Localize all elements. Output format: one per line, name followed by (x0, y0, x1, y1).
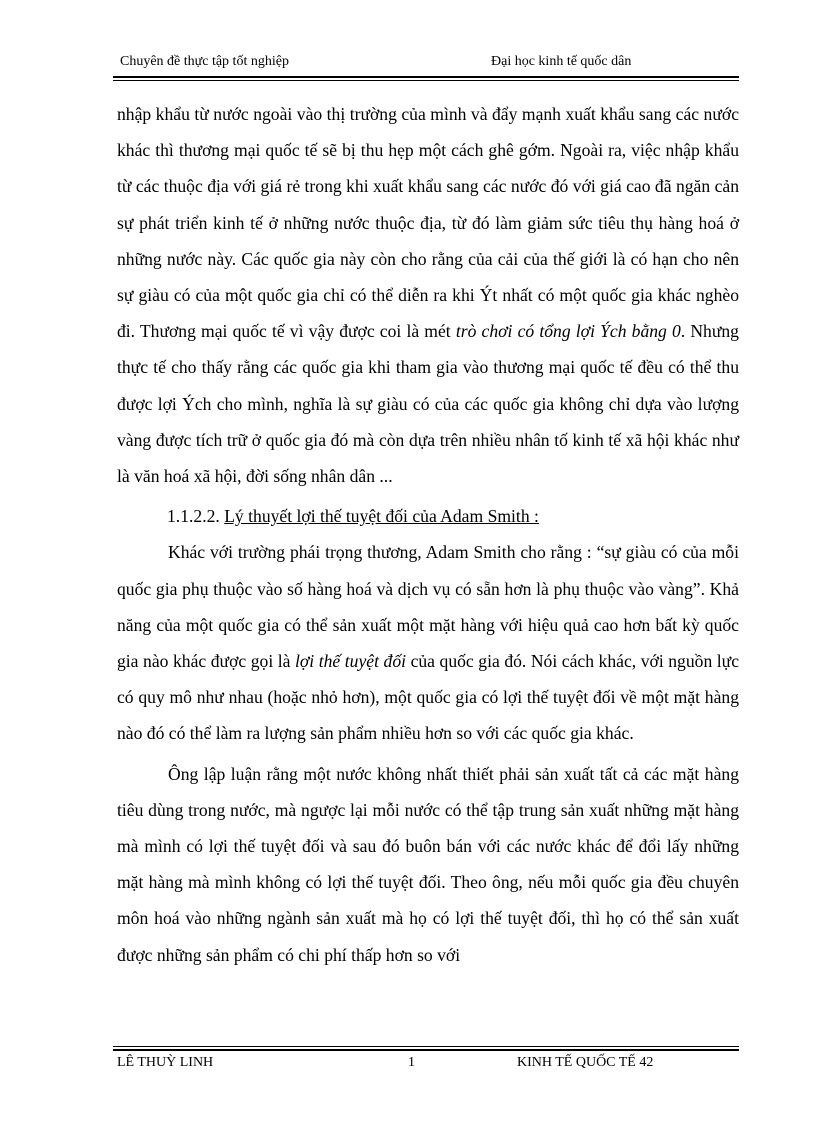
document-body (117, 96, 739, 973)
paragraph-text: của quốc gia đó. Nói cách khác, với nguồn lực có quy mô như nhau (hoặc nhỏ hơn), một quốc gia có lợi thế tuyệt đối về một mặt hàng nào đó có thể làm ra lượng sản phẩm nhiều hơn so với các quốc gia khác. (117, 651, 740, 744)
paragraph-text: nhập khẩu từ nước ngoài vào thị trường của mình và đẩy mạnh xuất khẩu sang các nước khác thì thương mại quốc tế sẽ bị thu hẹp một cách ghê gớm. Ngoài ra, việc nhập khẩu từ các thuộc địa với giá rẻ trong khi xuất khẩu sang các nước đó với giá cao đã ngăn cản sự phát triển kinh tế ở những nước thuộc địa, từ đó làm giảm sức tiêu thụ hàng hoá ở những nước này. Các quốc gia này còn cho rằng của cải của thế giới là có hạn cho nên sự giàu có của một quốc gia chỉ có thể diễn ra khi Ýt nhất có một quốc gia khác nghèo đi. Thương mại quốc tế vì vậy được coi là mét (117, 104, 739, 342)
italic-term: trò chơi có tổng lợi Ých bằng 0 (455, 321, 681, 342)
paragraph-mercantilism (117, 96, 739, 494)
footer-page-number: 1 (408, 1055, 415, 1070)
section-heading (117, 498, 739, 534)
paragraph-absolute-advantage (117, 534, 739, 751)
section-title: Lý thuyết lợi thế tuyệt đối của Adam Smith : (224, 506, 539, 527)
header-left-title: Chuyên đề thực tập tốt nghiệp (120, 54, 289, 69)
paragraph-text: . Nhưng thực tế cho thấy rằng các quốc gia khi tham gia vào thương mại quốc tế đều có thể thu được lợi Ých cho mình, nghĩa là sự giàu có của các quốc gia không chỉ dựa vào lượng vàng được tích trữ ở quốc gia đó mà còn dựa trên nhiều nhân tố kinh tế xã hội khác như là văn hoá xã hội, đời sống nhân dân ... (117, 321, 739, 487)
paragraph-specialization: Ông lập luận rằng một nước không nhất thiết phải sản xuất tất cả các mặt hàng tiêu dùng trong nước, mà ngược lại mỗi nước có thể tập trung sản xuất những mặt hàng mà mình có lợi thế tuyệt đối và sau đó buôn bán với các nước khác để đổi lấy những mặt hàng mà mình không có lợi thế tuyệt đối. Theo ông, nếu mỗi quốc gia đều chuyên môn hoá vào những ngành sản xuất mà họ có lợi thế tuyệt đối, thì họ có thể sản xuất được những sản phẩm có chi phí thấp hơn so với (117, 763, 739, 965)
header-rule (113, 76, 739, 81)
footer-class: KINH TẾ QUỐC TẾ 42 (517, 1055, 654, 1070)
footer-author: LÊ THUỲ LINH (117, 1055, 214, 1070)
section-number: 1.1.2.2. (167, 506, 225, 527)
header-right-title: Đại học kinh tế quốc dân (491, 54, 632, 69)
footer-rule (113, 1046, 739, 1051)
italic-term: lợi thế tuyệt đối (295, 651, 407, 672)
paragraph-text: Khác với trường phái trọng thương, Adam Smith cho rằng : “sự giàu có của mỗi quốc gia phụ thuộc vào số hàng hoá và dịch vụ có sẵn hơn là phụ thuộc vào vàng”. Khả năng của một quốc gia có thể sản xuất một mặt hàng với hiệu quả cao hơn bất kỳ quốc gia nào khác được gọi là (117, 542, 739, 672)
